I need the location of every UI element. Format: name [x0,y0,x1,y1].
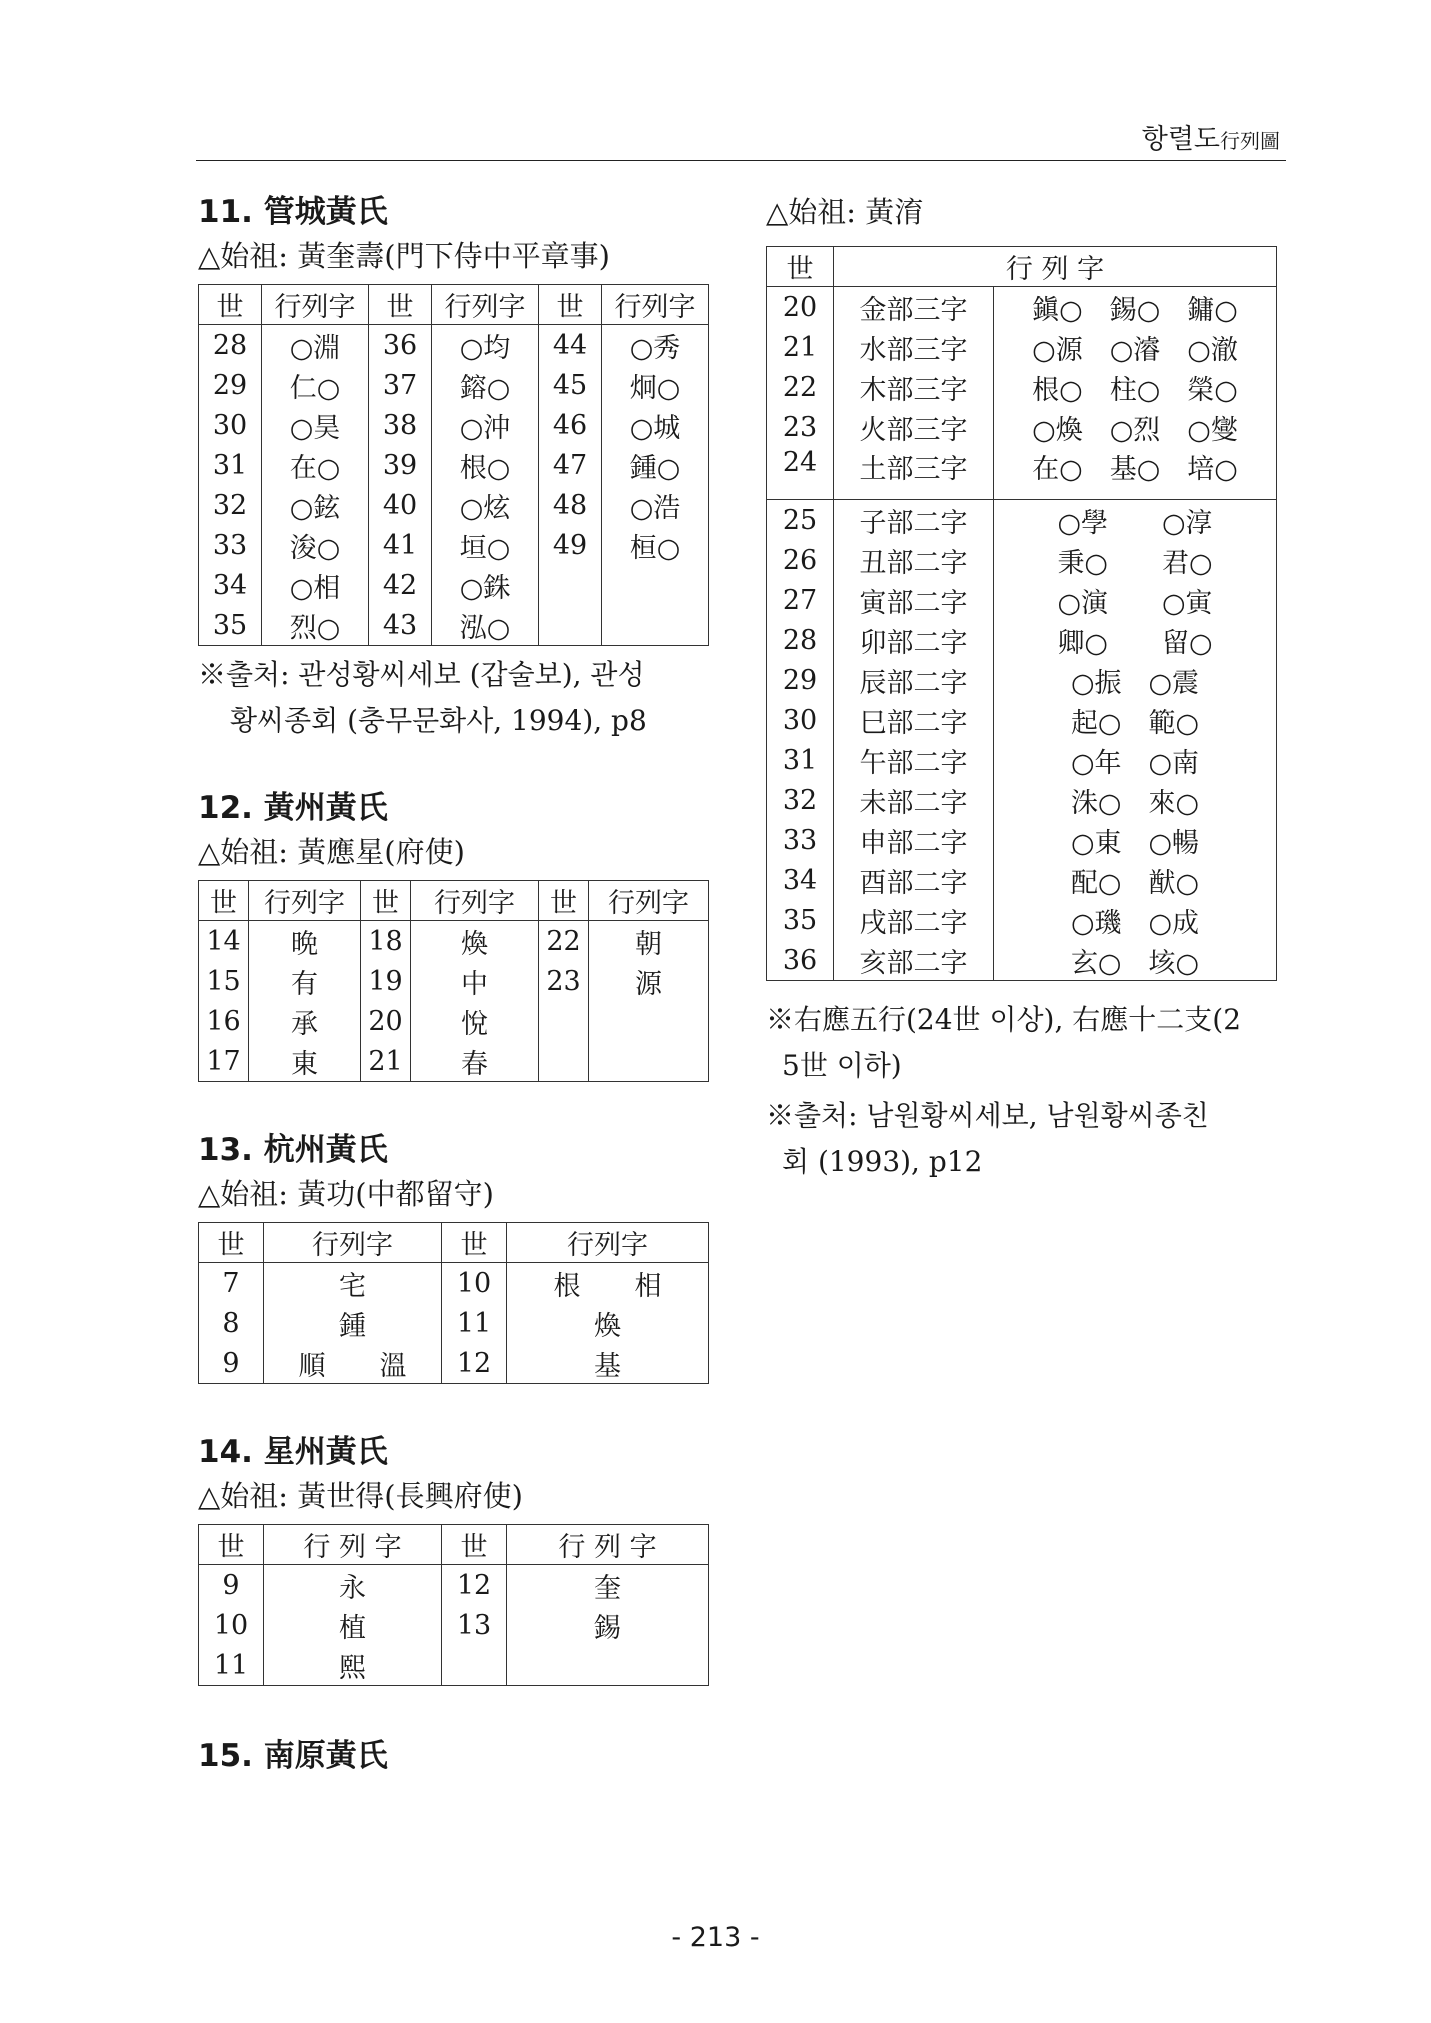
generation-cell: 43 [369,605,432,646]
generation-cell [539,605,602,646]
character-cell: 中 [411,961,539,1001]
character-cell: ○淵 [262,325,369,366]
table-row [199,445,709,485]
table-row [199,921,709,962]
generation-cell: 31 [199,445,262,485]
generation-cell: 11 [442,1303,507,1343]
character-cell: 承 [249,1001,361,1041]
character-cell: 鎭○ 錫○ 鏞○ [994,287,1277,328]
header-cell: 世 [369,285,432,325]
character-cell [507,1645,709,1686]
character-cell: 煥 [507,1303,709,1343]
generation-cell [539,1041,589,1082]
table-row [199,325,709,366]
table-header-row [199,881,709,921]
character-cell: 泓○ [432,605,539,646]
table-row [767,407,1277,447]
generation-cell: 40 [369,485,432,525]
table-row [199,1565,709,1606]
radical-cell: 卯部二字 [834,620,994,660]
generation-cell: 36 [767,940,834,981]
left-column [198,190,718,1778]
table-row [199,961,709,1001]
generation-cell: 35 [199,605,262,646]
header-cell: 行 列 字 [834,247,1277,287]
generation-cell: 9 [199,1565,264,1606]
table-row [767,900,1277,940]
character-cell: 錫 [507,1605,709,1645]
generation-table [766,246,1277,981]
note-line: ※右應五行(24世 이상), 右應十二支(2 [766,1003,1242,1036]
table-row [199,485,709,525]
generation-cell: 16 [199,1001,249,1041]
generation-cell: 30 [199,405,262,445]
character-cell: ○東 ○暢 [994,820,1277,860]
generation-cell: 32 [199,485,262,525]
character-cell: ○沖 [432,405,539,445]
header-cell: 世 [539,881,589,921]
character-cell [602,605,709,646]
generation-cell [539,565,602,605]
character-cell: 植 [264,1605,442,1645]
table-row [767,500,1277,541]
generation-cell: 33 [767,820,834,860]
character-cell: 炯○ [602,365,709,405]
header-cell: 行 列 字 [507,1525,709,1565]
generation-table [198,880,709,1082]
character-cell: 奎 [507,1565,709,1606]
character-cell: ○浩 [602,485,709,525]
section-13 [198,1128,718,1384]
character-cell: 永 [264,1565,442,1606]
generation-cell: 20 [361,1001,411,1041]
character-cell: ○源 ○濬 ○澈 [994,327,1277,367]
source-note [766,1093,1286,1185]
section-title: 13. 杭州黃氏 [198,1132,388,1168]
table-row [767,780,1277,820]
table-row [199,605,709,646]
header-cell: 行 列 字 [264,1525,442,1565]
table-header-row [199,285,709,325]
generation-cell: 30 [767,700,834,740]
generation-cell: 44 [539,325,602,366]
section-11 [198,190,718,744]
note-line: 5世 이하) [782,1049,902,1082]
header-cell: 行列字 [507,1223,709,1263]
radical-cell: 酉部二字 [834,860,994,900]
generation-cell: 32 [767,780,834,820]
header-cell: 行列字 [262,285,369,325]
rule-note [766,997,1286,1089]
character-cell [602,565,709,605]
table-row [199,1263,709,1304]
character-cell: 基 [507,1343,709,1384]
character-cell: 秉○ 君○ [994,540,1277,580]
generation-cell [539,1001,589,1041]
character-cell: ○振 ○震 [994,660,1277,700]
generation-cell: 29 [199,365,262,405]
generation-cell: 24 [767,447,834,500]
character-cell: 鎔○ [432,365,539,405]
radical-cell: 寅部二字 [834,580,994,620]
founder-line: △始祖: 黃奎壽(門下侍中平章事) [198,239,610,273]
radical-cell: 火部三字 [834,407,994,447]
character-cell: 源 [589,961,709,1001]
generation-cell: 37 [369,365,432,405]
section-title: 14. 星州黃氏 [198,1434,388,1470]
character-cell: 在○ [262,445,369,485]
character-cell: 春 [411,1041,539,1082]
source-note [198,652,718,744]
table-row [199,1041,709,1082]
generation-cell: 8 [199,1303,264,1343]
table-header-row [199,1223,709,1263]
table-row [767,860,1277,900]
generation-cell: 29 [767,660,834,700]
header-cell: 行列字 [589,881,709,921]
generation-cell: 27 [767,580,834,620]
table-row [199,1605,709,1645]
generation-cell: 25 [767,500,834,541]
generation-cell: 28 [199,325,262,366]
generation-cell: 34 [767,860,834,900]
header-cell: 世 [199,881,249,921]
radical-cell: 水部三字 [834,327,994,367]
radical-cell: 申部二字 [834,820,994,860]
character-cell: 悅 [411,1001,539,1041]
table-row [767,740,1277,780]
character-cell: 在○ 基○ 培○ [994,447,1277,500]
table-row [767,367,1277,407]
table-row [767,580,1277,620]
character-cell: ○相 [262,565,369,605]
character-cell: 玄○ 垓○ [994,940,1277,981]
header-cell: 世 [361,881,411,921]
character-cell: ○煥 ○烈 ○燮 [994,407,1277,447]
page-number: - 213 - [671,1922,760,1953]
header-cell: 世 [442,1525,507,1565]
header-cell: 行列字 [249,881,361,921]
founder-line: △始祖: 黃應星(府使) [198,835,465,869]
table-row [199,1303,709,1343]
header-cell: 世 [199,1223,264,1263]
table-row [199,1645,709,1686]
character-cell: 鍾 [264,1303,442,1343]
generation-cell: 14 [199,921,249,962]
table-row [767,660,1277,700]
radical-cell: 土部三字 [834,447,994,500]
radical-cell: 金部三字 [834,287,994,328]
character-cell: 洙○ 來○ [994,780,1277,820]
generation-cell: 23 [539,961,589,1001]
table-header-row [767,247,1277,287]
generation-cell: 20 [767,287,834,328]
generation-cell: 10 [199,1605,264,1645]
character-cell [589,1041,709,1082]
header-cell: 行列字 [602,285,709,325]
running-header [196,115,1286,161]
section-title: 11. 管城黃氏 [198,194,388,230]
section-title: 15. 南原黃氏 [198,1738,388,1774]
generation-cell: 26 [767,540,834,580]
generation-cell: 36 [369,325,432,366]
generation-cell: 28 [767,620,834,660]
table-row [767,940,1277,981]
generation-cell: 35 [767,900,834,940]
character-cell: 東 [249,1041,361,1082]
founder-line: △始祖: 黃世得(長興府使) [198,1479,523,1513]
header-cell: 行列字 [264,1223,442,1263]
header-korean: 항렬도 [1141,124,1220,155]
character-cell: 鍾○ [602,445,709,485]
generation-cell: 38 [369,405,432,445]
generation-cell: 46 [539,405,602,445]
section-14 [198,1430,718,1686]
generation-cell: 34 [199,565,262,605]
character-cell: ○城 [602,405,709,445]
character-cell: ○璣 ○成 [994,900,1277,940]
character-cell: ○秀 [602,325,709,366]
table-row [199,1343,709,1384]
radical-cell: 木部三字 [834,367,994,407]
radical-cell: 辰部二字 [834,660,994,700]
generation-table [198,1222,709,1384]
character-cell: 順 溫 [264,1343,442,1384]
header-cell: 世 [767,247,834,287]
generation-cell: 10 [442,1263,507,1304]
character-cell: 煥 [411,921,539,962]
character-cell: 根 相 [507,1263,709,1304]
table-row [199,525,709,565]
header-cell: 行列字 [411,881,539,921]
character-cell: ○演 ○寅 [994,580,1277,620]
character-cell: 朝 [589,921,709,962]
section-title: 12. 黃州黃氏 [198,790,388,826]
radical-cell: 午部二字 [834,740,994,780]
generation-cell: 21 [767,327,834,367]
generation-cell: 49 [539,525,602,565]
radical-cell: 戌部二字 [834,900,994,940]
character-cell: 配○ 猷○ [994,860,1277,900]
table-row [199,1001,709,1041]
character-cell: ○鉉 [262,485,369,525]
character-cell: ○學 ○淳 [994,500,1277,541]
generation-cell: 13 [442,1605,507,1645]
table-row [767,540,1277,580]
character-cell: ○昊 [262,405,369,445]
right-column [766,190,1286,1185]
generation-cell: 12 [442,1565,507,1606]
founder-line: △始祖: 黃淯 [766,195,924,229]
character-cell: ○銖 [432,565,539,605]
generation-cell: 31 [767,740,834,780]
founder-line: △始祖: 黃功(中都留守) [198,1177,494,1211]
header-hanja: 行列圖 [1220,129,1280,153]
note-line: ※출처: 관성황씨세보 (갑술보), 관성 [198,658,645,691]
radical-cell: 亥部二字 [834,940,994,981]
header-cell: 世 [442,1223,507,1263]
radical-cell: 子部二字 [834,500,994,541]
radical-cell: 丑部二字 [834,540,994,580]
section-12 [198,786,718,1082]
table-row [767,620,1277,660]
generation-cell: 11 [199,1645,264,1686]
generation-cell: 47 [539,445,602,485]
generation-cell: 9 [199,1343,264,1384]
generation-cell: 41 [369,525,432,565]
character-cell: ○炫 [432,485,539,525]
note-line: ※출처: 남원황씨세보, 남원황씨종친 [766,1099,1209,1132]
character-cell: 熙 [264,1645,442,1686]
generation-cell: 48 [539,485,602,525]
section-15-title [198,1734,718,1778]
character-cell: 根○ [432,445,539,485]
character-cell: 仁○ [262,365,369,405]
character-cell [589,1001,709,1041]
generation-cell: 17 [199,1041,249,1082]
generation-cell: 12 [442,1343,507,1384]
table-row [199,405,709,445]
generation-cell: 19 [361,961,411,1001]
generation-cell: 42 [369,565,432,605]
character-cell: 宅 [264,1263,442,1304]
character-cell: 垣○ [432,525,539,565]
header-cell: 行列字 [432,285,539,325]
header-cell: 世 [199,285,262,325]
character-cell: 卿○ 留○ [994,620,1277,660]
generation-cell: 15 [199,961,249,1001]
header-cell: 世 [539,285,602,325]
radical-cell: 未部二字 [834,780,994,820]
table-row [199,365,709,405]
character-cell: 桓○ [602,525,709,565]
character-cell: 烈○ [262,605,369,646]
generation-cell: 7 [199,1263,264,1304]
table-row [767,447,1277,500]
generation-cell: 22 [539,921,589,962]
radical-cell: 巳部二字 [834,700,994,740]
note-line: 회 (1993), p12 [782,1145,983,1178]
generation-table [198,284,709,646]
generation-cell: 45 [539,365,602,405]
header-title [1142,117,1280,156]
character-cell: 有 [249,961,361,1001]
character-cell: 根○ 柱○ 榮○ [994,367,1277,407]
generation-cell: 18 [361,921,411,962]
generation-cell [442,1645,507,1686]
generation-cell: 33 [199,525,262,565]
generation-table [198,1524,709,1686]
generation-cell: 21 [361,1041,411,1082]
character-cell: 浚○ [262,525,369,565]
table-row [767,700,1277,740]
character-cell: ○均 [432,325,539,366]
table-row [767,820,1277,860]
note-line: 황씨종회 (충무문화사, 1994), p8 [230,704,647,737]
generation-cell: 39 [369,445,432,485]
character-cell: ○年 ○南 [994,740,1277,780]
generation-cell: 23 [767,407,834,447]
table-header-row [199,1525,709,1565]
character-cell: 起○ 範○ [994,700,1277,740]
table-row [199,565,709,605]
table-row [767,287,1277,328]
generation-cell: 22 [767,367,834,407]
character-cell: 晩 [249,921,361,962]
table-row [767,327,1277,367]
header-cell: 世 [199,1525,264,1565]
